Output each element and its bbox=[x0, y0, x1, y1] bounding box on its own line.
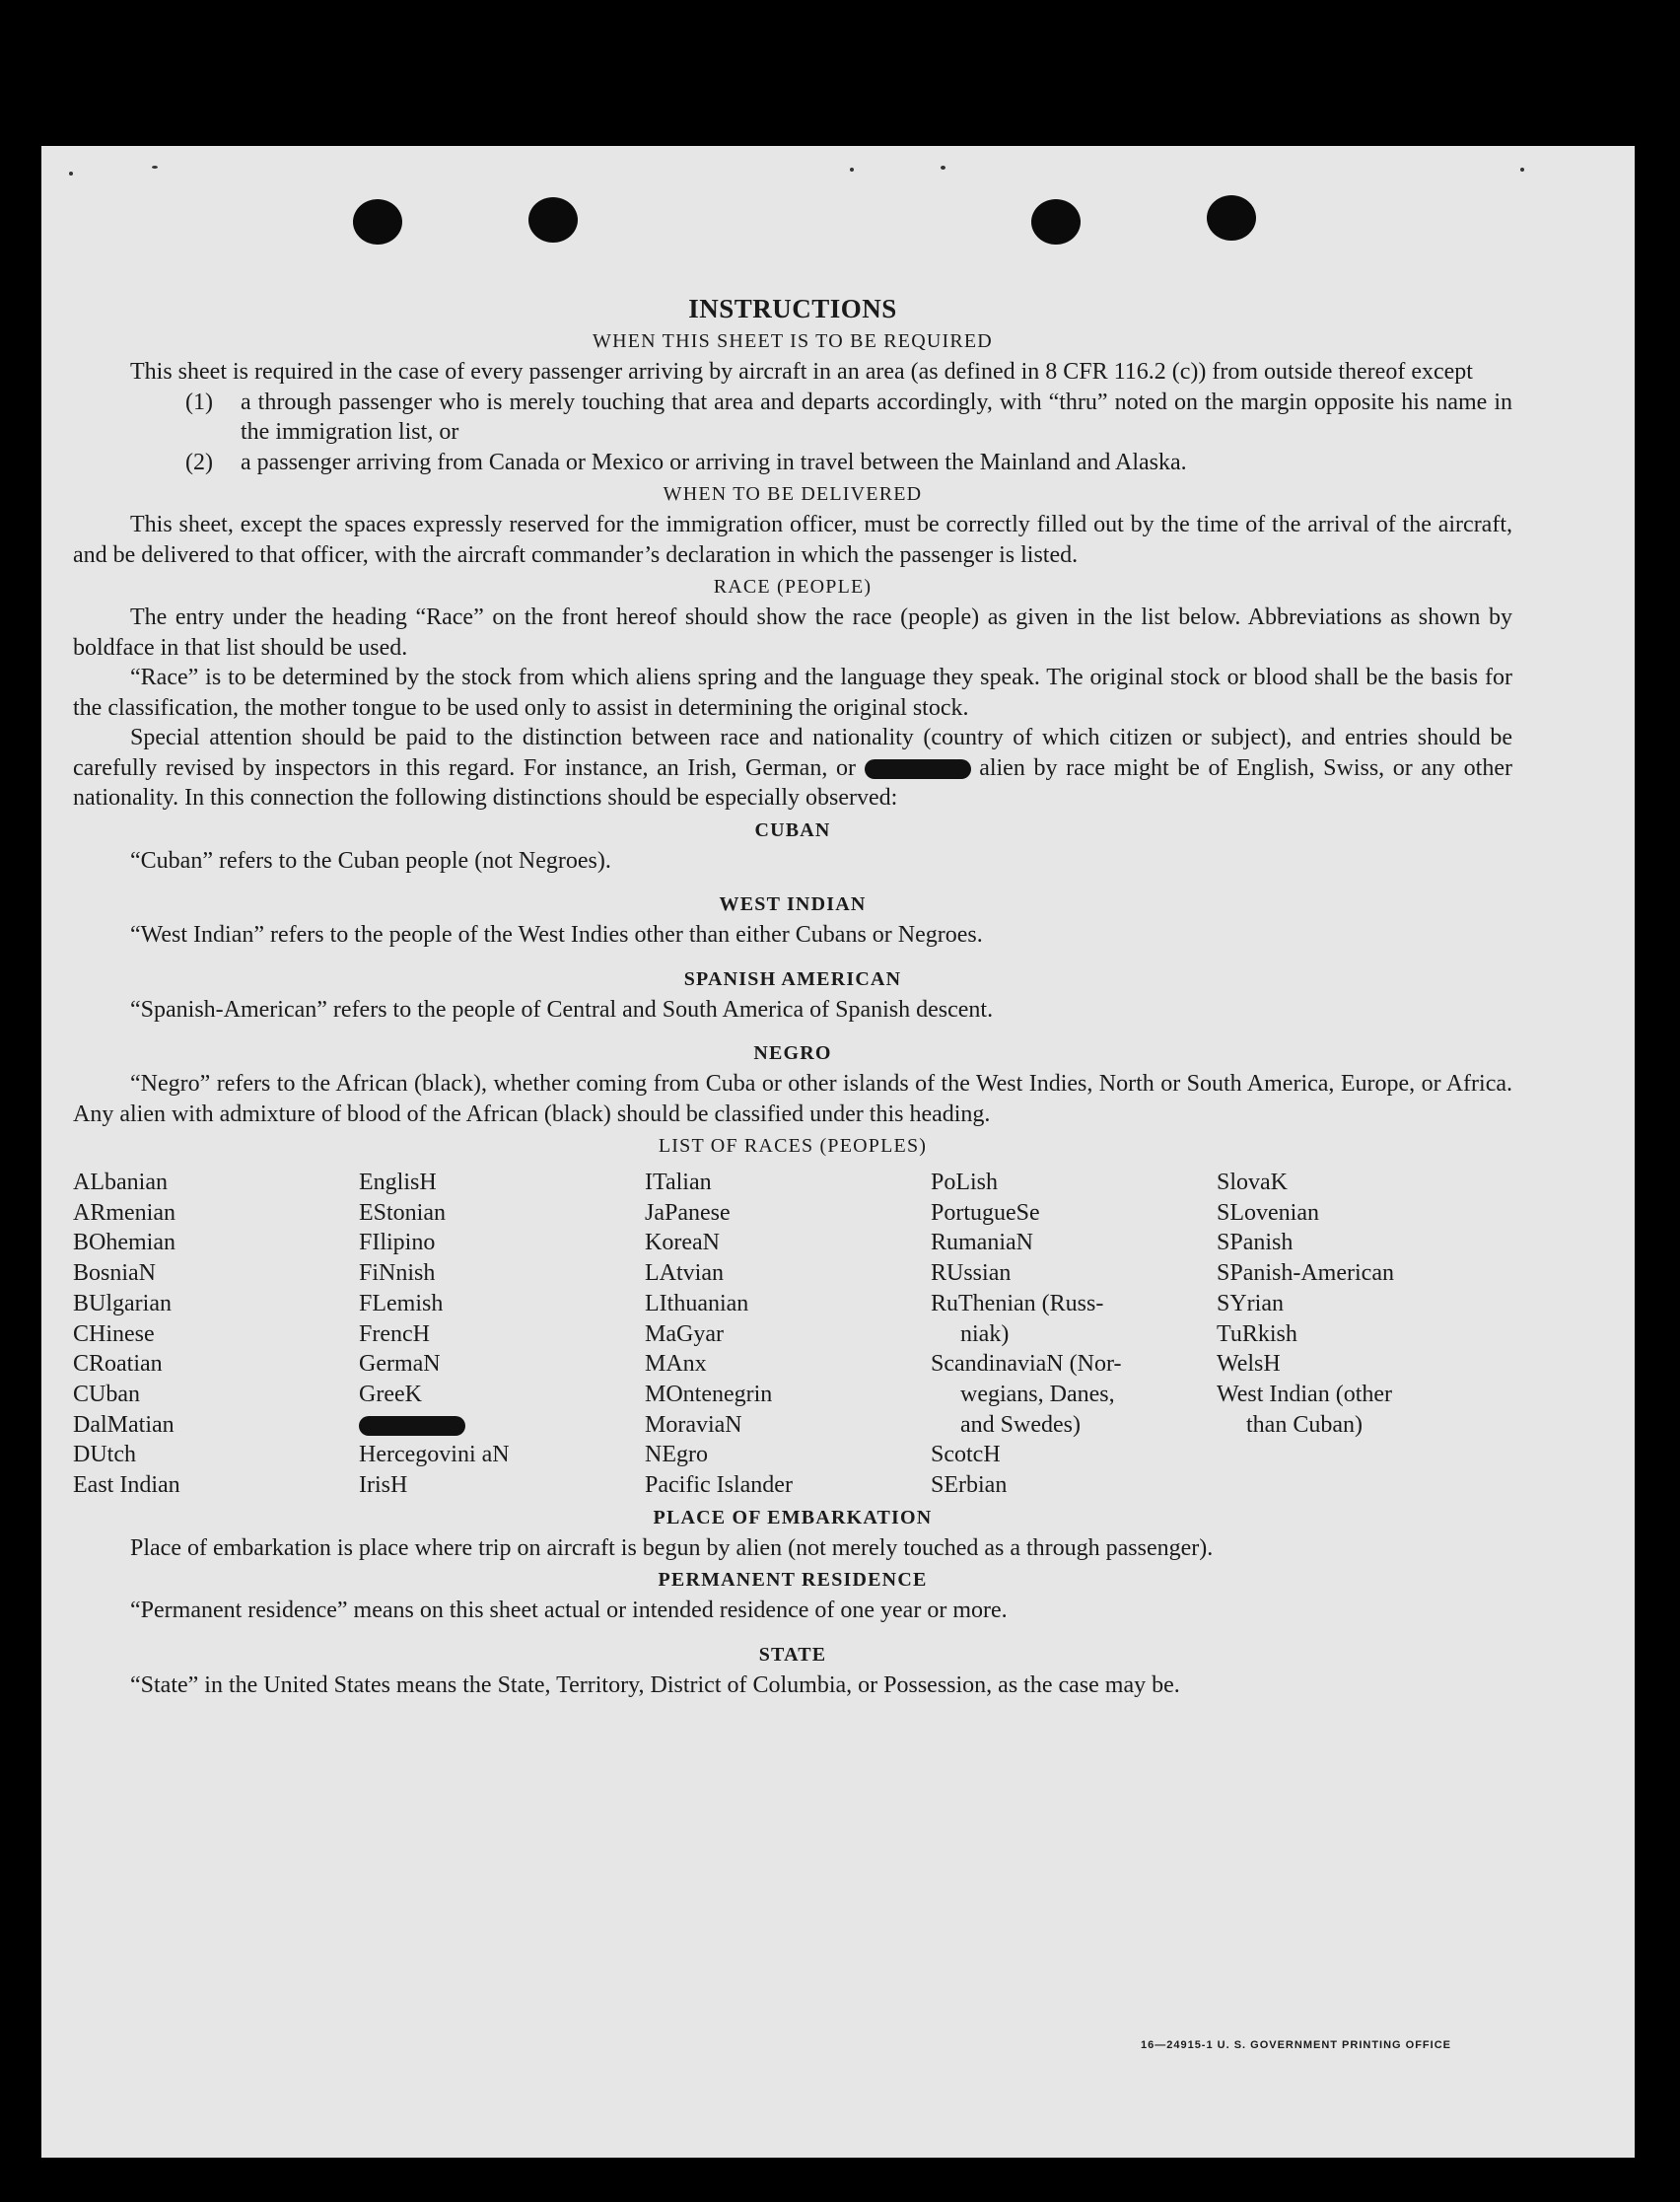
race-entry: SlovaK bbox=[1217, 1170, 1288, 1195]
heading-negro: NEGRO bbox=[753, 1042, 832, 1064]
race-entry: MoraviaN bbox=[645, 1411, 742, 1438]
heading-when-delivered: WHEN TO BE DELIVERED bbox=[663, 483, 923, 505]
heading-races-list: LIST OF RACES (PEOPLES) bbox=[658, 1135, 928, 1157]
race-entry: CUban bbox=[73, 1381, 140, 1407]
when-delivered-text: This sheet, except the spaces expressly reserved for the immigration officer, must be correctly filled out by the time of the arrival of the aircraft, and be delivered to that officer, with the aircraft commander’s declaration in which the passenger is listed. bbox=[73, 512, 1512, 568]
race-entry: CRoatian bbox=[73, 1351, 163, 1378]
printer-footer: 16—24915-1 U. S. GOVERNMENT PRINTING OFFICE bbox=[1140, 2039, 1451, 2051]
race-entry: FiNnish bbox=[359, 1260, 436, 1287]
race-entry: SPanish bbox=[1217, 1230, 1294, 1256]
race-paragraph-part: alien by race might be of English, Swiss, or any other nationality. In this connection the following distinctions should be especially observed: bbox=[73, 754, 1512, 811]
cuban-text: “Cuban” refers to the Cuban people (not Negroes). bbox=[130, 847, 611, 874]
item-number: (1) bbox=[185, 389, 213, 415]
instructions-body bbox=[73, 294, 1512, 1700]
negro-text: “Negro” refers to the African (black), whether coming from Cuba or other islands of the West Indies, North or South America, Europe, or Africa. Any alien with admixture of blood of the African (black) should be classified under this heading. bbox=[73, 1071, 1512, 1127]
punch-hole bbox=[353, 199, 402, 245]
speck bbox=[1520, 168, 1524, 172]
heading-spanish-american: SPANISH AMERICAN bbox=[683, 967, 902, 990]
race-entry: GreeK bbox=[359, 1381, 422, 1407]
race-entry: MAnx bbox=[645, 1351, 707, 1378]
speck bbox=[69, 172, 73, 176]
race-entry: West Indian (other bbox=[1217, 1381, 1393, 1407]
race-paragraph bbox=[73, 723, 1512, 814]
item-number: (2) bbox=[185, 449, 213, 475]
page-title: INSTRUCTIONS bbox=[688, 294, 897, 323]
race-entry: BOhemian bbox=[73, 1230, 175, 1256]
race-entry: DUtch bbox=[73, 1442, 136, 1468]
heading-cuban: CUBAN bbox=[754, 818, 831, 841]
punch-hole bbox=[528, 197, 578, 243]
race-entry-continued: than Cuban) bbox=[1246, 1411, 1363, 1438]
west-indian-text: “West Indian” refers to the people of the West Indies other than either Cubans or Negroes. bbox=[130, 922, 983, 948]
race-entry-redacted bbox=[359, 1410, 645, 1441]
race-entry: JaPanese bbox=[645, 1199, 731, 1226]
race-entry: ITalian bbox=[645, 1170, 712, 1195]
race-entry: MaGyar bbox=[645, 1320, 724, 1347]
race-entry: GermaN bbox=[359, 1351, 441, 1378]
speck bbox=[850, 168, 854, 172]
race-paragraph-part: Special attention should be paid to the distinction between race and nationality (country of which citizen or subject), and entries should be carefully revised by inspectors in this regard. For instance, an Irish, German, or bbox=[73, 725, 1512, 781]
race-entry: FIlipino bbox=[359, 1230, 436, 1256]
race-entry: IrisH bbox=[359, 1472, 408, 1499]
race-entry: WelsH bbox=[1217, 1351, 1281, 1378]
heading-permanent-residence: PERMANENT RESIDENCE bbox=[658, 1569, 928, 1592]
race-entry: RumaniaN bbox=[931, 1230, 1033, 1256]
speck bbox=[941, 166, 945, 170]
race-entry: RUssian bbox=[931, 1260, 1012, 1287]
race-entry: NEgro bbox=[645, 1442, 708, 1468]
race-entry: East Indian bbox=[73, 1472, 180, 1499]
punch-hole bbox=[1207, 195, 1256, 241]
race-entry: SPanish-American bbox=[1217, 1260, 1394, 1287]
race-entry: ScandinaviaN (Nor- bbox=[931, 1351, 1122, 1378]
race-entry: EnglisH bbox=[359, 1170, 437, 1195]
race-paragraph: “Race” is to be determined by the stock from which aliens spring and the language they speak. The original stock or blood shall be the basis for the classification, the mother tongue to be used only to assist in determining the original stock. bbox=[73, 665, 1512, 721]
races-column bbox=[359, 1168, 645, 1501]
race-entry: CHinese bbox=[73, 1320, 155, 1347]
races-column bbox=[645, 1168, 931, 1501]
state-text: “State” in the United States means the State, Territory, District of Columbia, or Possession, as the case may be. bbox=[130, 1671, 1180, 1698]
item-text: a passenger arriving from Canada or Mexico or arriving in travel between the Mainland and Alaska. bbox=[241, 449, 1187, 475]
heading-when-required: WHEN THIS SHEET IS TO BE REQUIRED bbox=[593, 330, 993, 352]
race-entry: EStonian bbox=[359, 1199, 446, 1226]
heading-state: STATE bbox=[758, 1643, 827, 1666]
race-paragraph: The entry under the heading “Race” on the front hereof should show the race (people) as given in the list below. Abbreviations as shown by boldface in that list should be used. bbox=[73, 604, 1512, 661]
races-column bbox=[1217, 1168, 1503, 1501]
when-required-intro: This sheet is required in the case of every passenger arriving by aircraft in an area (as defined in 8 CFR 116.2 (c)) from outside thereof except bbox=[130, 359, 1473, 385]
race-entry: MOntenegrin bbox=[645, 1381, 773, 1407]
race-entry: LAtvian bbox=[645, 1260, 724, 1287]
race-entry-continued: niak) bbox=[960, 1320, 1010, 1347]
races-column bbox=[73, 1168, 359, 1501]
race-entry: KoreaN bbox=[645, 1230, 720, 1256]
races-list bbox=[73, 1168, 1512, 1501]
race-entry: ScotcH bbox=[931, 1442, 1001, 1468]
spanish-american-text: “Spanish-American” refers to the people of Central and South America of Spanish descent. bbox=[130, 996, 994, 1023]
heading-embarkation: PLACE OF EMBARKATION bbox=[653, 1506, 933, 1528]
race-entry: DalMatian bbox=[73, 1411, 175, 1438]
race-entry: TuRkish bbox=[1217, 1320, 1297, 1347]
exception-item bbox=[185, 388, 1512, 448]
race-entry: PoLish bbox=[931, 1170, 999, 1195]
item-text: a through passenger who is merely touching that area and departs accordingly, with “thru” noted on the margin opposite his name in the immigration list, or bbox=[241, 389, 1512, 445]
race-entry: SErbian bbox=[931, 1472, 1008, 1499]
race-entry: Pacific Islander bbox=[645, 1472, 793, 1499]
race-entry: ARmenian bbox=[73, 1199, 175, 1226]
race-entry: FrencH bbox=[359, 1320, 430, 1347]
race-entry: LIthuanian bbox=[645, 1290, 749, 1316]
race-entry-continued: and Swedes) bbox=[960, 1411, 1081, 1438]
race-entry: SLovenian bbox=[1217, 1199, 1319, 1226]
residence-text: “Permanent residence” means on this sheet actual or intended residence of one year or more. bbox=[130, 1598, 1008, 1624]
race-entry: ALbanian bbox=[73, 1170, 168, 1195]
race-entry: SYrian bbox=[1217, 1290, 1284, 1316]
race-entry-continued: wegians, Danes, bbox=[960, 1381, 1115, 1407]
speck bbox=[152, 166, 158, 169]
heading-west-indian: WEST INDIAN bbox=[719, 893, 867, 915]
race-entry: BUlgarian bbox=[73, 1290, 172, 1316]
redaction-mark bbox=[865, 759, 971, 779]
embarkation-text: Place of embarkation is place where trip on aircraft is begun by alien (not merely touched as a through passenger). bbox=[130, 1534, 1214, 1561]
document-page bbox=[41, 146, 1635, 2158]
punch-hole bbox=[1031, 199, 1081, 245]
race-entry: RuThenian (Russ- bbox=[931, 1290, 1104, 1316]
race-entry: Hercegovini aN bbox=[359, 1442, 510, 1468]
races-column bbox=[931, 1168, 1217, 1501]
exception-item bbox=[185, 448, 1512, 478]
race-entry: BosniaN bbox=[73, 1260, 156, 1287]
redaction-mark bbox=[359, 1416, 465, 1436]
heading-race: RACE (PEOPLE) bbox=[713, 576, 873, 598]
race-entry: FLemish bbox=[359, 1290, 444, 1316]
race-entry: PortugueSe bbox=[931, 1199, 1040, 1226]
